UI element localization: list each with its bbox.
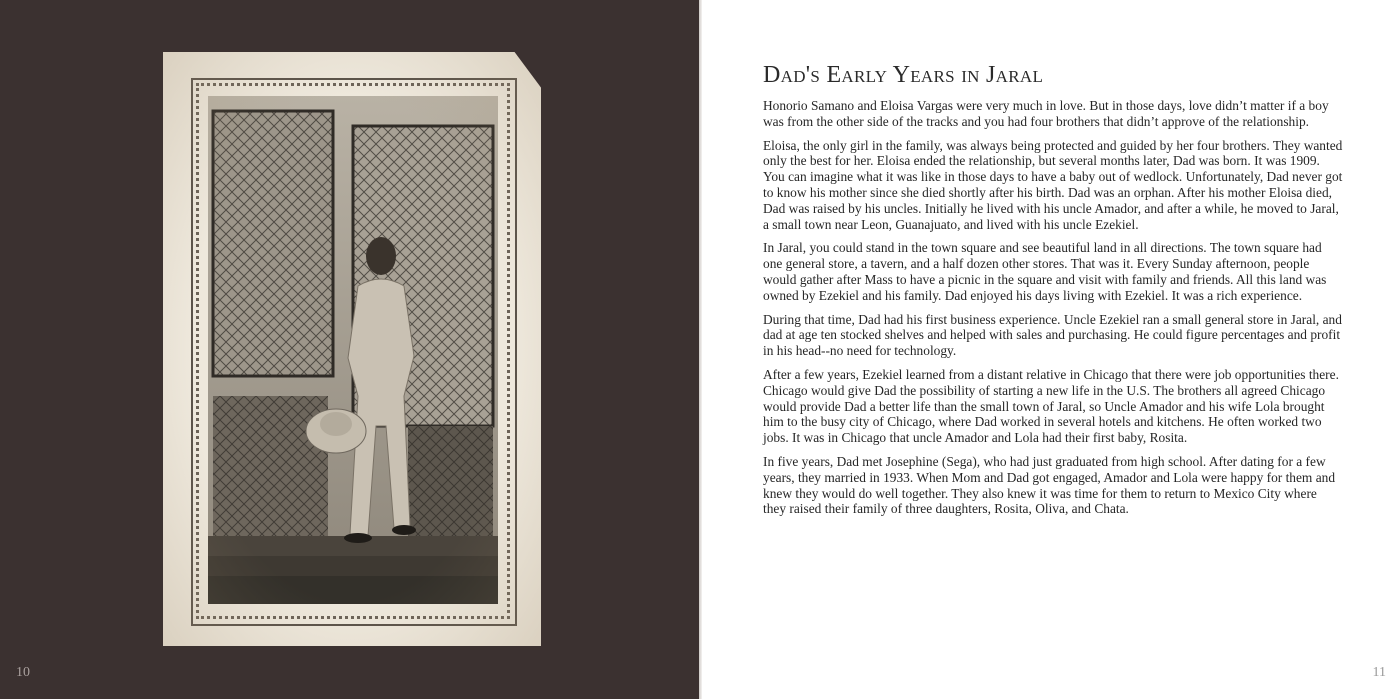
left-page <box>0 0 699 699</box>
page-number-right: 11 <box>1372 665 1386 680</box>
body-text <box>763 98 1343 525</box>
paragraph: Honorio Samano and Eloisa Vargas were very much in love. But in those days, love didn’t matter if a boy was from the other side of the tracks and you had four brothers that didn’t approve of the relationship. <box>763 98 1329 129</box>
vintage-photograph <box>163 52 541 646</box>
paragraph: In five years, Dad met Josephine (Sega), who had just graduated from high school. After dating for a few years, they married in 1933. When Mom and Dad got engaged, Amador and Lola were happy for them and knew they would do well together. They also knew it was time for them to return to Mexico City where they raised their family of three daughters, Rosita, Oliva, and Chata. <box>763 453 1336 517</box>
paragraph: In Jaral, you could stand in the town square and see beautiful land in all directions. The town square had one general store, a tavern, and a half dozen other stores. That was it. Every Sunday afternoon, people would gather after Mass to have a picnic in the square and visit with family and friends. All this land was owned by Ezekiel and his family. Dad enjoyed his days living with Ezekiel. It was a rich experience. <box>763 240 1327 303</box>
paragraph: Eloisa, the only girl in the family, was always being protected and guided by her four brothers. They wanted only the best for her. Eloisa ended the relationship, but several months later, Dad was born. It was 1909. You can imagine what it was like in those days to have a baby out of wedlock. Unfortunately, Dad never got to know his mother since she died shortly after his birth. Dad was an orphan. After his mother Eloisa died, Dad was raised by his uncles. Initially he lived with his uncle Amador, and after a while, he moved to Jaral, a small town near Leon, Guanajuato, and lived with his uncle Ezekiel. <box>763 137 1343 232</box>
paragraph: During that time, Dad had his first business experience. Uncle Ezekiel ran a small general store in Jaral, and dad at age ten stocked shelves and helped with sales and purchasing. He could figure percentages and profit in his head--no need for technology. <box>763 311 1342 359</box>
paragraph: After a few years, Ezekiel learned from a distant relative in Chicago that there were job opportunities there. Chicago would give Dad the possibility of starting a new life in the U.S. The brothers all agreed Chicago would provide Dad a better life than the small town of Jaral, so Uncle Amador and his wife Lola brought him to the busy city of Chicago, where Dad worked in several hotels and kitchens. He often worked two jobs. It was in Chicago that uncle Amador and Lola had their first baby, Rosita. <box>763 366 1339 446</box>
portrait-scene <box>208 96 498 604</box>
chapter-heading: Dad's Early Years in Jaral <box>763 62 1044 88</box>
page-number-left: 10 <box>16 665 30 680</box>
portrait-photo-image <box>208 96 498 604</box>
